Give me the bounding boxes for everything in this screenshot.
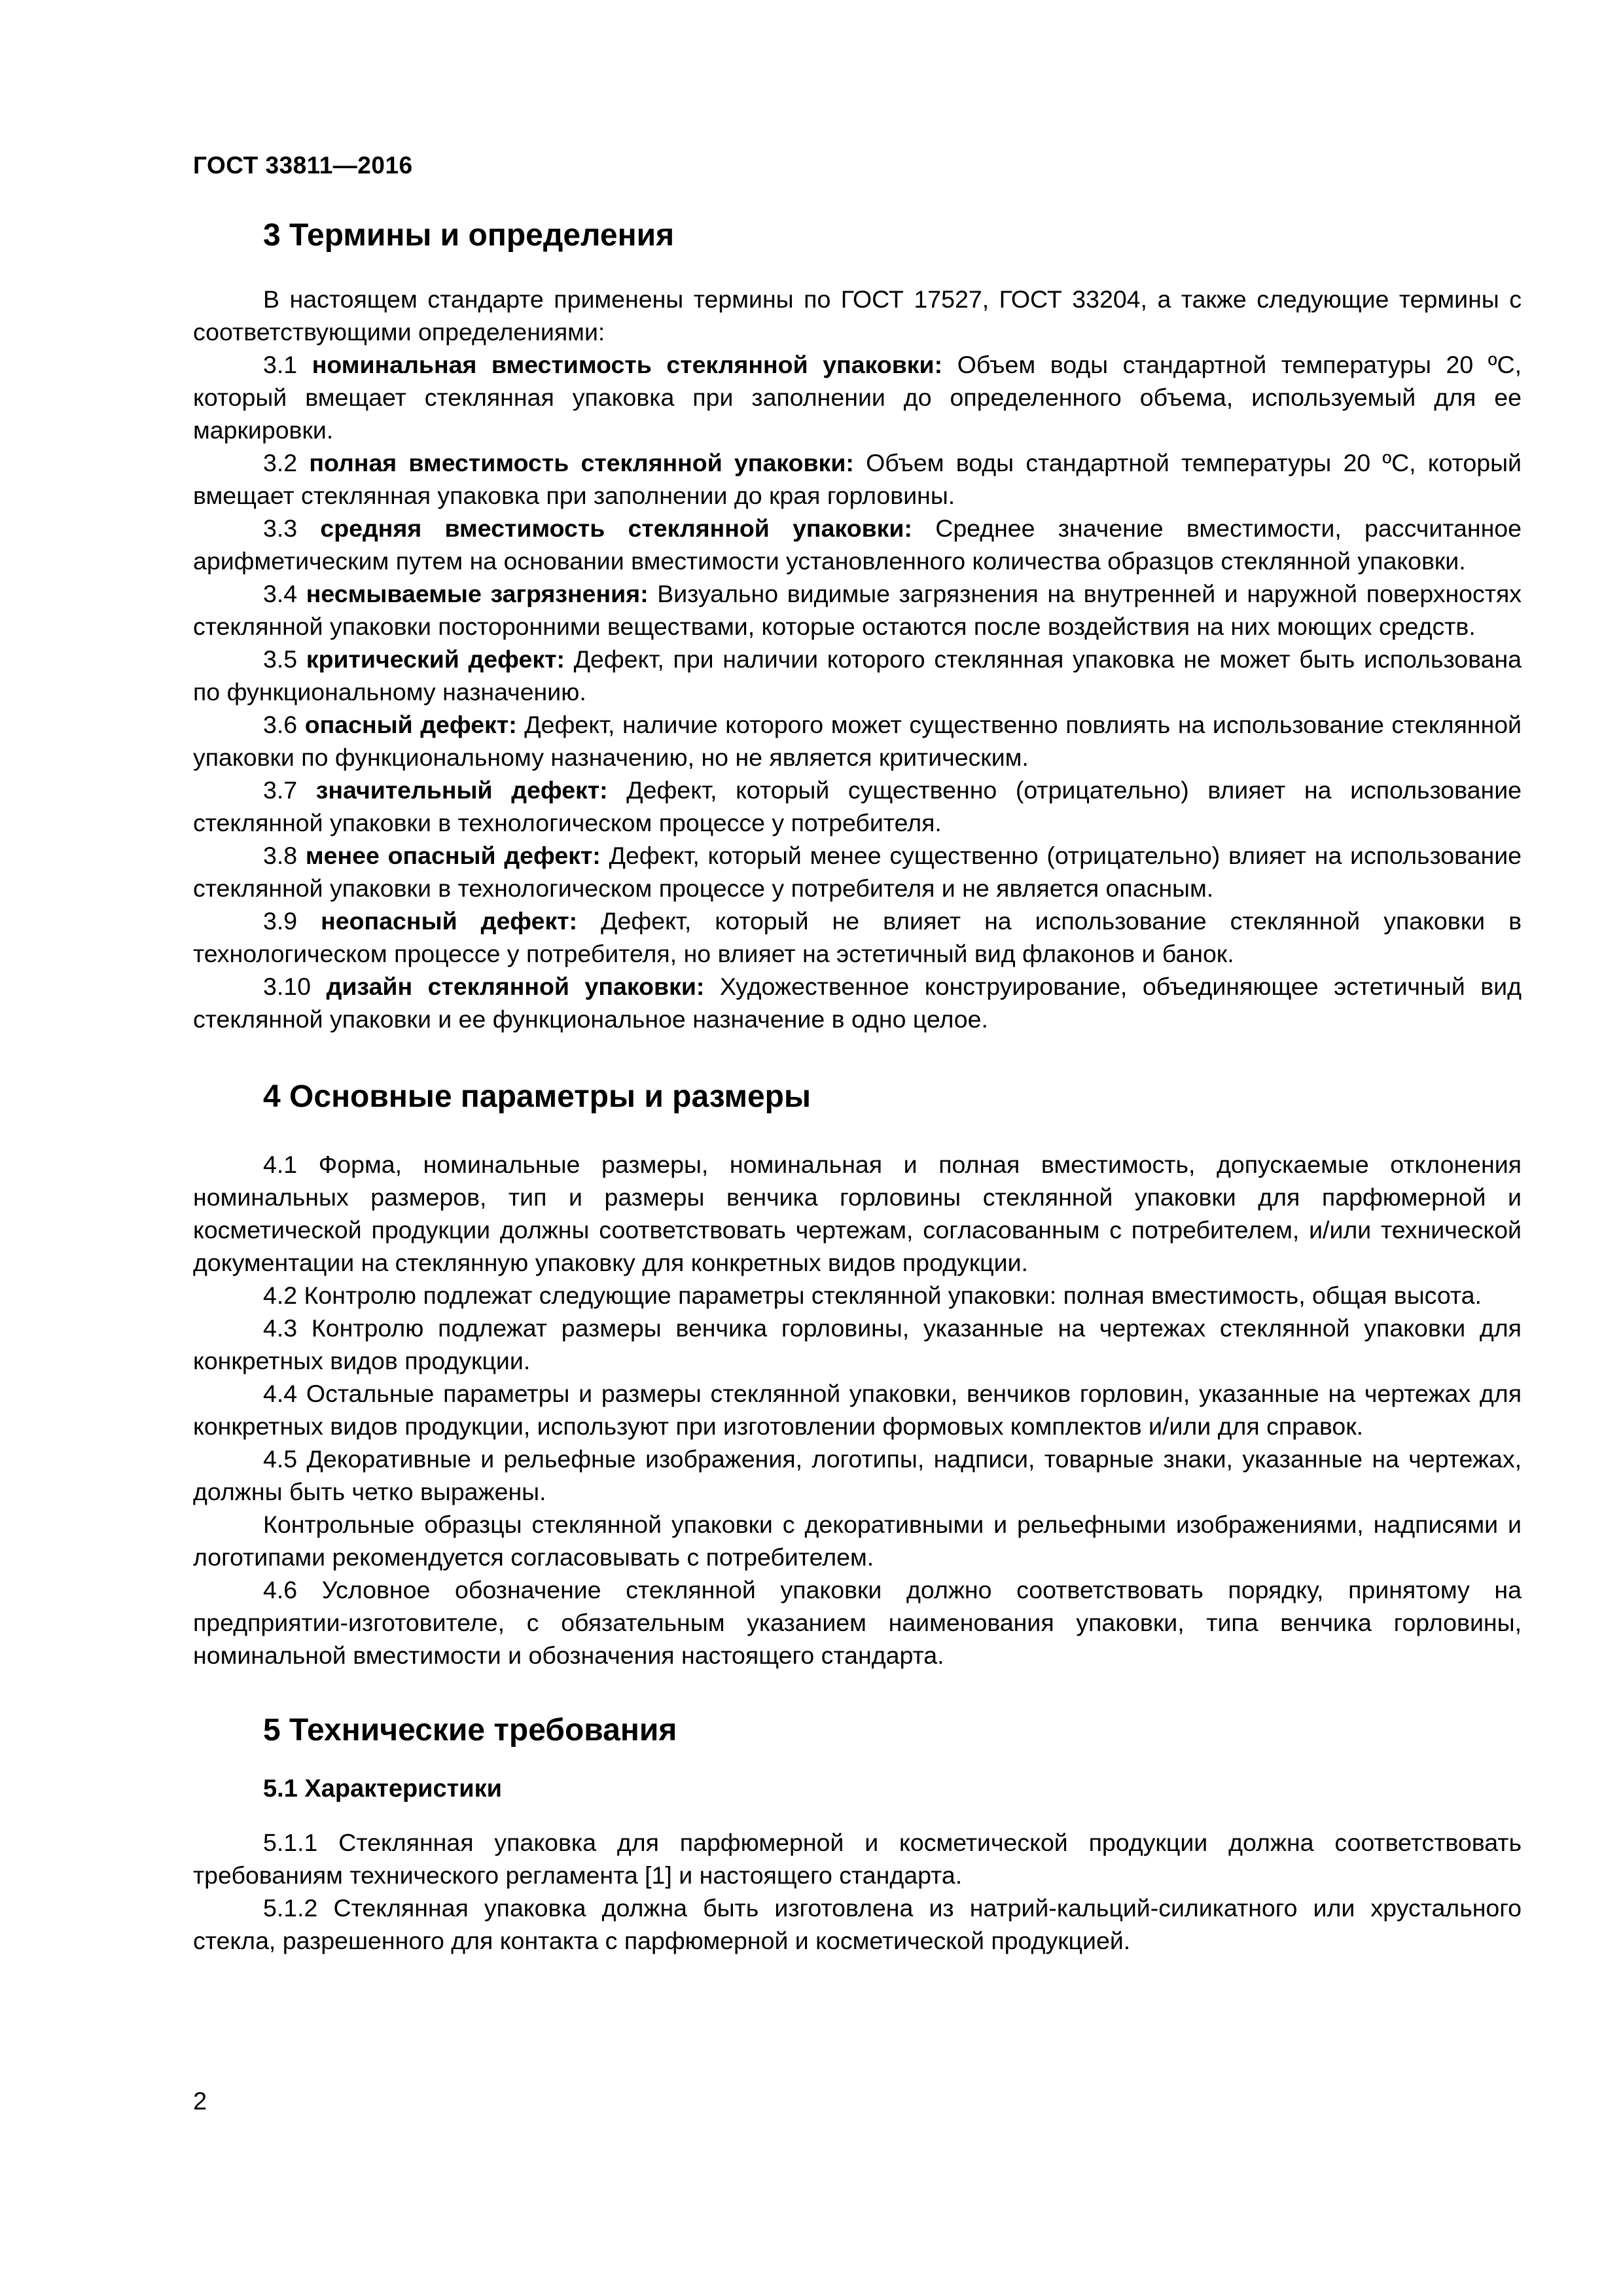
term-number: 3.6 [263, 711, 298, 738]
paragraph-4-5-continued: Контрольные образцы стеклянной упаковки с декоративными и рельефными изображениями, надписями и логотипами рекомендуется согласовывать с потребителем. [193, 1511, 1522, 1571]
subsection-5-1-title: 5.1 Характеристики [263, 1775, 503, 1803]
term-name: средняя вместимость стеклянной упаковки: [320, 514, 912, 542]
term-number: 3.10 [263, 973, 311, 1000]
term-3-4 [193, 577, 1522, 643]
paragraph-4-5: 4.5 Декоративные и рельефные изображения, логотипы, надписи, товарные знаки, указанные на чертежах, должны быть четко выражены. [193, 1445, 1522, 1505]
term-name: значительный дефект: [315, 776, 608, 804]
term-definition: Дефект, наличие которого может существенно повлиять на использование стеклянной упаковки по функциональному назначению, но не является критическим. [193, 711, 1522, 771]
term-name: несмываемые загрязнения: [306, 580, 649, 607]
term-definition: Художественное конструирование, объединяющее эстетичный вид стеклянной упаковки и ее функциональное назначение в одно целое. [193, 973, 1522, 1033]
term-3-10 [193, 970, 1522, 1035]
term-3-8 [193, 839, 1522, 905]
term-3-7 [193, 774, 1522, 839]
paragraph-5-1-2: 5.1.2 Стеклянная упаковка должна быть изготовлена из натрий-кальций-силикатного или хрустального стекла, разрешенного для контакта с парфюмерной и косметической продукцией. [193, 1894, 1522, 1954]
term-number: 3.9 [263, 907, 298, 935]
term-name: критический дефект: [306, 645, 565, 673]
term-definition: Среднее значение вместимости, рассчитанное арифметическим путем на основании вместимости установленного количества образцов стеклянной упаковки. [193, 514, 1522, 575]
term-number: 3.4 [263, 580, 298, 607]
page-number: 2 [193, 2088, 207, 2115]
term-3-6 [193, 708, 1522, 774]
term-name: опасный дефект: [304, 711, 517, 738]
term-name: номинальная вместимость стеклянной упаковки: [312, 351, 943, 378]
term-number: 3.3 [263, 514, 298, 542]
term-3-5 [193, 643, 1522, 708]
term-3-2 [193, 446, 1522, 512]
paragraph-4-2: 4.2 Контролю подлежат следующие параметры стеклянной упаковки: полная вместимость, общая высота. [263, 1282, 1482, 1309]
paragraph-4-4: 4.4 Остальные параметры и размеры стеклянной упаковки, венчиков горловин, указанные на чертежах для конкретных видов продукции, используют при изготовлении формовых комплектов и/или для справок. [193, 1380, 1522, 1440]
standard-header: ГОСТ 33811—2016 [193, 152, 413, 179]
term-definition: Объем воды стандартной температуры 20 ºС, который вмещает стеклянная упаковка при заполнении до определенного объема, используемый для ее маркировки. [193, 351, 1522, 444]
section-3-intro: В настоящем стандарте применены термины по ГОСТ 17527, ГОСТ 33204, а также следующие термины с соответствующими определениями: [193, 285, 1522, 346]
term-3-3 [193, 512, 1522, 577]
term-definition: Дефект, который существенно (отрицательно) влияет на использование стеклянной упаковки в технологическом процессе у потребителя. [193, 776, 1522, 836]
paragraph-4-1: 4.1 Форма, номинальные размеры, номинальная и полная вместимость, допускаемые отклонения номинальных размеров, тип и размеры венчика горловины стеклянной упаковки для парфюмерной и косметической продукции должны соответствовать чертежам, согласованным с потребителем, и/или технической документации на стеклянную упаковку для конкретных видов продукции. [193, 1151, 1522, 1276]
term-number: 3.2 [263, 449, 298, 476]
term-3-9 [193, 905, 1522, 970]
term-definition: Объем воды стандартной температуры 20 ºС, который вмещает стеклянная упаковка при заполнении до края горловины. [193, 449, 1522, 509]
term-name: полная вместимость стеклянной упаковки: [309, 449, 854, 476]
term-definition: Дефект, который не влияет на использование стеклянной упаковки в технологическом процессе у потребителя, но влияет на эстетичный вид флаконов и банок. [193, 907, 1522, 967]
section-3-title: 3 Термины и определения [263, 218, 675, 253]
term-name: дизайн стеклянной упаковки: [326, 973, 705, 1000]
section-5-title: 5 Технические требования [263, 1713, 677, 1748]
paragraph-4-3: 4.3 Контролю подлежат размеры венчика горловины, указанные на чертежах стеклянной упаковки для конкретных видов продукции. [193, 1314, 1522, 1374]
term-3-1 [193, 348, 1522, 446]
document-body [193, 216, 1522, 1957]
term-name: менее опасный дефект: [305, 842, 601, 869]
term-number: 3.1 [263, 351, 298, 378]
paragraph-5-1-1: 5.1.1 Стеклянная упаковка для парфюмерной и косметической продукции должна соответствовать требованиям технического регламента [1] и настоящего стандарта. [193, 1829, 1522, 1889]
term-name: неопасный дефект: [321, 907, 578, 935]
term-definition: Дефект, который менее существенно (отрицательно) влияет на использование стеклянной упаковки в технологическом процессе у потребителя и не является опасным. [193, 842, 1522, 902]
term-definition: Дефект, при наличии которого стеклянная упаковка не может быть использована по функциональному назначению. [193, 645, 1522, 706]
term-number: 3.7 [263, 776, 298, 804]
term-number: 3.8 [263, 842, 298, 869]
term-number: 3.5 [263, 645, 298, 673]
term-definition: Визуально видимые загрязнения на внутренней и наружной поверхностях стеклянной упаковки посторонними веществами, которые остаются после воздействия на них моющих средств. [193, 580, 1522, 640]
section-4-title: 4 Основные параметры и размеры [263, 1079, 811, 1114]
paragraph-4-6: 4.6 Условное обозначение стеклянной упаковки должно соответствовать порядку, принятому на предприятии-изготовителе, с обязательным указанием наименования упаковки, типа венчика горловины, номинальной вместимости и обозначения настоящего стандарта. [193, 1576, 1522, 1669]
